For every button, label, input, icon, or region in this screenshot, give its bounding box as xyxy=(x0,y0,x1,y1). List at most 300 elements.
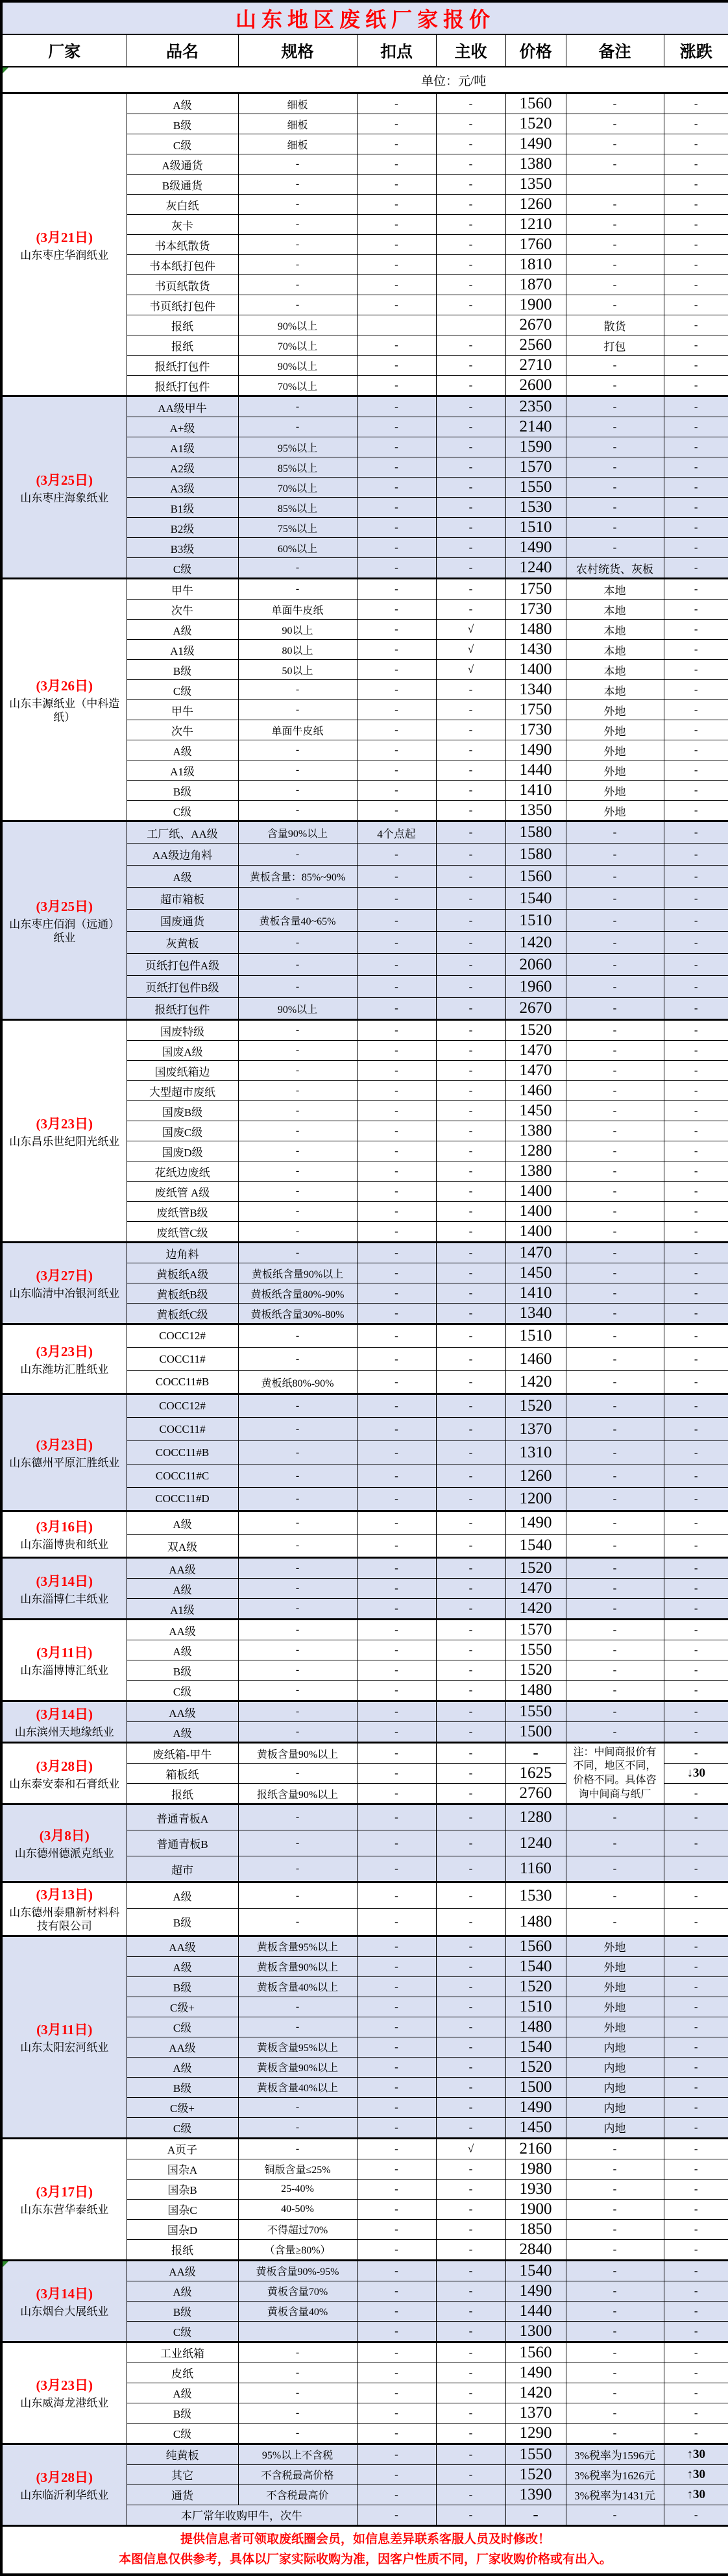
cell-remark: - xyxy=(566,1882,664,1909)
cell-main-collect: - xyxy=(436,215,505,235)
cell-product: A级 xyxy=(127,2281,238,2301)
cell-spec: 90%以上 xyxy=(238,356,357,376)
cell-remark: - xyxy=(566,2301,664,2321)
cell-deduction: - xyxy=(357,1660,436,1681)
cell-change: - xyxy=(664,1909,728,1936)
cell-change: - xyxy=(664,93,728,114)
cell-main-collect: - xyxy=(436,2403,505,2423)
cell-main-collect: - xyxy=(436,720,505,740)
cell-price: 1530 xyxy=(505,1882,566,1909)
cell-spec: 80以上 xyxy=(238,640,357,660)
cell-main-collect: - xyxy=(436,1121,505,1141)
cell-main-collect: - xyxy=(436,2239,505,2260)
cell-deduction: - xyxy=(357,866,436,888)
cell-change: - xyxy=(664,2301,728,2321)
cell-change: - xyxy=(664,1830,728,1856)
cell-deduction: - xyxy=(357,154,436,175)
table-row xyxy=(1,93,728,114)
cell-deduction: - xyxy=(357,1121,436,1141)
cell-spec: - xyxy=(238,2017,357,2037)
factory-name: 山东德州德派克纸业 xyxy=(14,1847,114,1860)
cell-change: ↑30 xyxy=(664,2444,728,2464)
factory-cell xyxy=(1,1882,127,1936)
cell-product: 页纸打包件A级 xyxy=(127,954,238,976)
cell-remark: - xyxy=(566,295,664,315)
cell-price: 1210 xyxy=(505,215,566,235)
cell-change: - xyxy=(664,998,728,1020)
factory-date: (3月11日) xyxy=(36,1645,93,1661)
cell-change: - xyxy=(664,437,728,457)
cell-main-collect: - xyxy=(436,2342,505,2363)
cell-deduction: - xyxy=(357,2383,436,2403)
cell-main-collect: - xyxy=(436,195,505,215)
cell-product: 书本纸散货 xyxy=(127,235,238,255)
cell-price: 1590 xyxy=(505,437,566,457)
cell-price: 1390 xyxy=(505,2485,566,2505)
factory-name: 山东威海龙港纸业 xyxy=(20,2397,109,2410)
cell-spec: 90以上 xyxy=(238,620,357,640)
cell-product: B级 xyxy=(127,781,238,801)
cell-price: 1570 xyxy=(505,1620,566,1640)
cell-price: 1160 xyxy=(505,1856,566,1882)
cell-remark: - xyxy=(566,1579,664,1599)
cell-price: 1490 xyxy=(505,134,566,154)
cell-remark: - xyxy=(566,1348,664,1371)
cell-price: 1480 xyxy=(505,1909,566,1936)
cell-deduction: - xyxy=(357,720,436,740)
cell-remark: - xyxy=(566,1141,664,1161)
cell-price: 1520 xyxy=(505,1558,566,1579)
table-row xyxy=(1,2260,728,2281)
cell-product: A1级 xyxy=(127,437,238,457)
factory-name: 山东丰源纸业（中科造纸） xyxy=(9,697,120,723)
cell-price: 2600 xyxy=(505,376,566,396)
cell-main-collect: - xyxy=(436,1101,505,1121)
cell-price: 1440 xyxy=(505,760,566,781)
cell-price: 1420 xyxy=(505,2383,566,2403)
cell-spec: - xyxy=(238,1324,357,1348)
cell-remark: 外地 xyxy=(566,1997,664,2017)
factory-name: 山东潍坊汇胜纸业 xyxy=(20,1363,109,1376)
cell-spec: - xyxy=(238,1222,357,1243)
cell-remark: - xyxy=(566,2219,664,2239)
cell-price: 1490 xyxy=(505,740,566,760)
cell-deduction: - xyxy=(357,1081,436,1101)
cell-remark: 外地 xyxy=(566,1976,664,1997)
factory-cell xyxy=(1,1620,127,1701)
cell-remark: 本地 xyxy=(566,620,664,640)
cell-deduction: - xyxy=(357,2301,436,2321)
cell-spec: - xyxy=(238,195,357,215)
cell-main-collect: - xyxy=(436,1243,505,1263)
cell-remark: - xyxy=(566,1161,664,1182)
cell-deduction: - xyxy=(357,2239,436,2260)
cell-deduction: - xyxy=(357,1304,436,1324)
factory-cell xyxy=(1,2260,127,2342)
cell-product: 甲牛 xyxy=(127,700,238,720)
cell-price: 1440 xyxy=(505,2301,566,2321)
cell-deduction: - xyxy=(357,1141,436,1161)
cell-product: A1级 xyxy=(127,760,238,781)
cell-remark: - xyxy=(566,376,664,396)
cell-product: COCC12# xyxy=(127,1394,238,1418)
factory-name: 山东淄博贵和纸业 xyxy=(20,1538,109,1551)
cell-product: 国废纸箱边 xyxy=(127,1061,238,1081)
cell-deduction: 4个点起 xyxy=(357,821,436,844)
cell-main-collect: - xyxy=(436,2321,505,2342)
cell-main-collect: - xyxy=(436,866,505,888)
cell-price: 1370 xyxy=(505,2403,566,2423)
cell-change: - xyxy=(664,1701,728,1722)
cell-deduction: - xyxy=(357,1161,436,1182)
cell-change: - xyxy=(664,2403,728,2423)
cell-main-collect: - xyxy=(436,1441,505,1464)
cell-deduction: - xyxy=(357,1371,436,1394)
cell-spec: 细板 xyxy=(238,114,357,134)
cell-product: 国杂B xyxy=(127,2179,238,2199)
cell-price: 1420 xyxy=(505,932,566,954)
cell-deduction: - xyxy=(357,660,436,680)
cell-main-collect: - xyxy=(436,1324,505,1348)
cell-price: 1900 xyxy=(505,2199,566,2219)
cell-deduction: - xyxy=(357,932,436,954)
cell-remark: - xyxy=(566,2179,664,2199)
cell-product: B级 xyxy=(127,660,238,680)
cell-deduction: - xyxy=(357,700,436,720)
cell-change: - xyxy=(664,2219,728,2239)
cell-spec: 黄板含量90%以上 xyxy=(238,1956,357,1976)
cell-price: 1530 xyxy=(505,498,566,518)
cell-deduction: - xyxy=(357,740,436,760)
cell-main-collect: - xyxy=(436,1348,505,1371)
factory-date: (3月27日) xyxy=(36,1268,93,1284)
cell-change: - xyxy=(664,1041,728,1061)
cell-price: 1580 xyxy=(505,844,566,866)
cell-change: - xyxy=(664,844,728,866)
cell-spec: - xyxy=(238,295,357,315)
cell-spec: 黄板含量90%以上 xyxy=(238,1743,357,1764)
cell-main-collect: - xyxy=(436,1081,505,1101)
cell-price: 1290 xyxy=(505,2423,566,2444)
factory-date: (3月23日) xyxy=(36,2377,93,2394)
cell-main-collect: - xyxy=(436,1464,505,1488)
cell-product: C级+ xyxy=(127,1997,238,2017)
cell-price: 1540 xyxy=(505,888,566,910)
cell-deduction: - xyxy=(357,781,436,801)
cell-deduction: - xyxy=(357,93,436,114)
cell-remark: 外地 xyxy=(566,2017,664,2037)
cell-spec: 95%以上 xyxy=(238,437,357,457)
cell-product: A级 xyxy=(127,866,238,888)
cell-change: - xyxy=(664,2342,728,2363)
cell-product: 书本纸打包件 xyxy=(127,255,238,275)
cell-spec: - xyxy=(238,1830,357,1856)
cell-change: - xyxy=(664,2097,728,2117)
cell-remark: - xyxy=(566,910,664,932)
factory-date: (3月25日) xyxy=(36,898,93,914)
cell-spec: - xyxy=(238,1243,357,1263)
cell-remark: - xyxy=(566,518,664,538)
cell-product: 次牛 xyxy=(127,720,238,740)
cell-remark: - xyxy=(566,1041,664,1061)
cell-remark: - xyxy=(566,215,664,235)
cell-remark: - xyxy=(566,195,664,215)
cell-spec: 25-40% xyxy=(238,2179,357,2199)
cell-deduction: - xyxy=(357,1620,436,1640)
cell-spec: - xyxy=(238,255,357,275)
factory-date: (3月14日) xyxy=(36,1573,93,1589)
cell-price: 1460 xyxy=(505,1348,566,1371)
cell-price: 1400 xyxy=(505,660,566,680)
cell-remark: - xyxy=(566,356,664,376)
cell-deduction: - xyxy=(357,844,436,866)
cell-change: - xyxy=(664,976,728,998)
cell-spec: 黄板含量40~65% xyxy=(238,910,357,932)
cell-spec: - xyxy=(238,1488,357,1511)
cell-main-collect: √ xyxy=(436,2138,505,2159)
cell-change: - xyxy=(664,376,728,396)
factory-date: (3月8日) xyxy=(39,1828,90,1844)
cell-product: AA级 xyxy=(127,1558,238,1579)
cell-deduction: - xyxy=(357,518,436,538)
cell-change: - xyxy=(664,2159,728,2179)
cell-deduction: - xyxy=(357,640,436,660)
table-row xyxy=(1,1394,728,1418)
factory-cell xyxy=(1,1701,127,1743)
cell-price: 1580 xyxy=(505,821,566,844)
cell-remark: - xyxy=(566,2383,664,2403)
cell-product: B级 xyxy=(127,2077,238,2097)
cell-product: A级通货 xyxy=(127,154,238,175)
cell-spec: 细板 xyxy=(238,93,357,114)
cell-remark: - xyxy=(566,2342,664,2363)
cell-remark: 外地 xyxy=(566,1956,664,1976)
cell-main-collect: - xyxy=(436,1182,505,1202)
factory-cell xyxy=(1,1558,127,1620)
cell-deduction: - xyxy=(357,1882,436,1909)
cell-change: - xyxy=(664,1856,728,1882)
cell-main-collect: - xyxy=(436,437,505,457)
factory-date: (3月28日) xyxy=(36,2469,93,2485)
cell-main-collect: - xyxy=(436,1660,505,1681)
cell-main-collect: - xyxy=(436,1936,505,1956)
cell-price: 1550 xyxy=(505,2444,566,2464)
cell-remark: - xyxy=(566,866,664,888)
cell-remark: - xyxy=(566,1081,664,1101)
cell-deduction: - xyxy=(357,335,436,356)
cell-deduction: - xyxy=(357,2037,436,2057)
cell-main-collect: - xyxy=(436,1061,505,1081)
table-row xyxy=(1,1324,728,1348)
cell-change: - xyxy=(664,1324,728,1348)
cell-price: 1420 xyxy=(505,1371,566,1394)
cell-price: 1370 xyxy=(505,1418,566,1441)
cell-remark: 外地 xyxy=(566,700,664,720)
cell-spec: （含量≥80%） xyxy=(238,2239,357,2260)
cell-change: - xyxy=(664,2281,728,2301)
cell-deduction: - xyxy=(357,2485,436,2505)
cell-remark: 外地 xyxy=(566,781,664,801)
cell-product: C级 xyxy=(127,2423,238,2444)
table-row xyxy=(1,579,728,600)
cell-product: 报纸 xyxy=(127,2239,238,2260)
cell-deduction: - xyxy=(357,1511,436,1535)
cell-deduction: - xyxy=(357,1243,436,1263)
cell-deduction: - xyxy=(357,1579,436,1599)
cell-change: - xyxy=(664,114,728,134)
cell-price: - xyxy=(505,1743,566,1764)
cell-price: 1870 xyxy=(505,275,566,295)
cell-deduction: - xyxy=(357,2444,436,2464)
cell-main-collect: - xyxy=(436,1681,505,1701)
cell-change: - xyxy=(664,1263,728,1283)
cell-remark: - xyxy=(566,1182,664,1202)
cell-spec: - xyxy=(238,396,357,417)
cell-change: - xyxy=(664,2077,728,2097)
cell-change: - xyxy=(664,1681,728,1701)
cell-remark: - xyxy=(566,457,664,478)
cell-main-collect: - xyxy=(436,932,505,954)
cell-price: 2160 xyxy=(505,2138,566,2159)
cell-spec: - xyxy=(238,1394,357,1418)
cell-product: COCC11#D xyxy=(127,1488,238,1511)
cell-main-collect: - xyxy=(436,2199,505,2219)
cell-change: - xyxy=(664,1743,728,1764)
cell-remark: - xyxy=(566,417,664,437)
cell-spec: - xyxy=(238,1464,357,1488)
cell-remark: - xyxy=(566,498,664,518)
cell-main-collect: - xyxy=(436,2117,505,2138)
cell-price: 1570 xyxy=(505,457,566,478)
cell-deduction: - xyxy=(357,1722,436,1743)
cell-product: 报纸 xyxy=(127,335,238,356)
cell-change: - xyxy=(664,1101,728,1121)
cell-spec: - xyxy=(238,1997,357,2017)
cell-product: 普通青板A xyxy=(127,1804,238,1830)
table-row xyxy=(1,1804,728,1830)
cell-price: 1400 xyxy=(505,1222,566,1243)
cell-remark: 3%税率为1596元 xyxy=(566,2444,664,2464)
cell-product: 国废特级 xyxy=(127,1020,238,1041)
cell-spec: - xyxy=(238,1579,357,1599)
cell-price: 1760 xyxy=(505,235,566,255)
cell-price: - xyxy=(505,2505,566,2525)
cell-deduction: - xyxy=(357,195,436,215)
cell-main-collect: - xyxy=(436,1976,505,1997)
cell-price: 2350 xyxy=(505,396,566,417)
cell-price: 1460 xyxy=(505,1081,566,1101)
cell-product: A+级 xyxy=(127,417,238,437)
cell-product: 页纸打包件B级 xyxy=(127,976,238,998)
factory-cell xyxy=(1,1394,127,1511)
column-header: 品名 xyxy=(127,34,238,67)
cell-deduction: - xyxy=(357,417,436,437)
cell-remark: - xyxy=(566,1101,664,1121)
cell-price: 1540 xyxy=(505,2037,566,2057)
table-row xyxy=(1,1020,728,1041)
cell-deduction: - xyxy=(357,1061,436,1081)
cell-remark: - xyxy=(566,2363,664,2383)
cell-change: - xyxy=(664,1283,728,1304)
cell-main-collect: - xyxy=(436,2485,505,2505)
cell-main-collect: - xyxy=(436,2219,505,2239)
cell-spec: - xyxy=(238,417,357,437)
cell-spec: - xyxy=(238,1348,357,1371)
cell-price: 1560 xyxy=(505,93,566,114)
cell-price: 1550 xyxy=(505,478,566,498)
cell-change: - xyxy=(664,932,728,954)
cell-spec: 黄板含量40%以上 xyxy=(238,2077,357,2097)
cell-spec: - xyxy=(238,976,357,998)
cell-remark: - xyxy=(566,1121,664,1141)
cell-price: 1560 xyxy=(505,2342,566,2363)
cell-main-collect: - xyxy=(436,1371,505,1394)
cell-deduction: - xyxy=(357,2077,436,2097)
cell-price: 1400 xyxy=(505,1202,566,1222)
cell-change: - xyxy=(664,1182,728,1202)
cell-main-collect: - xyxy=(436,93,505,114)
cell-main-collect: - xyxy=(436,976,505,998)
cell-price: 1520 xyxy=(505,1020,566,1041)
cell-deduction: - xyxy=(357,2117,436,2138)
cell-spec: 单面牛皮纸 xyxy=(238,600,357,620)
cell-product: 箱板纸 xyxy=(127,1764,238,1784)
cell-deduction: - xyxy=(357,2505,436,2525)
cell-remark: - xyxy=(566,1304,664,1324)
cell-spec: - xyxy=(238,1804,357,1830)
cell-change: - xyxy=(664,1394,728,1418)
cell-change: - xyxy=(664,2363,728,2383)
cell-price: 1730 xyxy=(505,720,566,740)
cell-change: - xyxy=(664,1441,728,1464)
cell-main-collect: - xyxy=(436,1856,505,1882)
cell-change: - xyxy=(664,1660,728,1681)
cell-main-collect: - xyxy=(436,910,505,932)
cell-spec: 黄板纸含量30%-80% xyxy=(238,1304,357,1324)
cell-main-collect: - xyxy=(436,2057,505,2077)
table-row xyxy=(1,396,728,417)
cell-remark: - xyxy=(566,1394,664,1418)
cell-change: - xyxy=(664,888,728,910)
table-row xyxy=(1,1243,728,1263)
cell-main-collect: - xyxy=(436,1722,505,1743)
cell-change: - xyxy=(664,1511,728,1535)
cell-deduction: - xyxy=(357,620,436,640)
cell-main-collect: - xyxy=(436,175,505,195)
footer-line-1: 提供信息者可领取废纸圈会员，如信息差异联系客服人员及时修改！ xyxy=(180,2533,551,2547)
cell-change: - xyxy=(664,660,728,680)
cell-product: AA级边角料 xyxy=(127,844,238,866)
cell-deduction: - xyxy=(357,1976,436,1997)
cell-spec: - xyxy=(238,558,357,579)
cell-spec: - xyxy=(238,235,357,255)
cell-change: - xyxy=(664,1304,728,1324)
cell-price: 1380 xyxy=(505,154,566,175)
cell-main-collect: - xyxy=(436,2505,505,2525)
cell-change: - xyxy=(664,538,728,558)
cell-price: 1560 xyxy=(505,866,566,888)
cell-change: - xyxy=(664,1535,728,1558)
cell-price: 1550 xyxy=(505,1640,566,1660)
cell-price: 1500 xyxy=(505,1722,566,1743)
cell-main-collect: - xyxy=(436,2017,505,2037)
cell-main-collect: - xyxy=(436,376,505,396)
cell-deduction: - xyxy=(357,2464,436,2485)
cell-product: C级 xyxy=(127,2321,238,2342)
cell-product: B级 xyxy=(127,1976,238,1997)
cell-product: A级 xyxy=(127,93,238,114)
cell-spec: 黄板含量90%-95% xyxy=(238,2260,357,2281)
